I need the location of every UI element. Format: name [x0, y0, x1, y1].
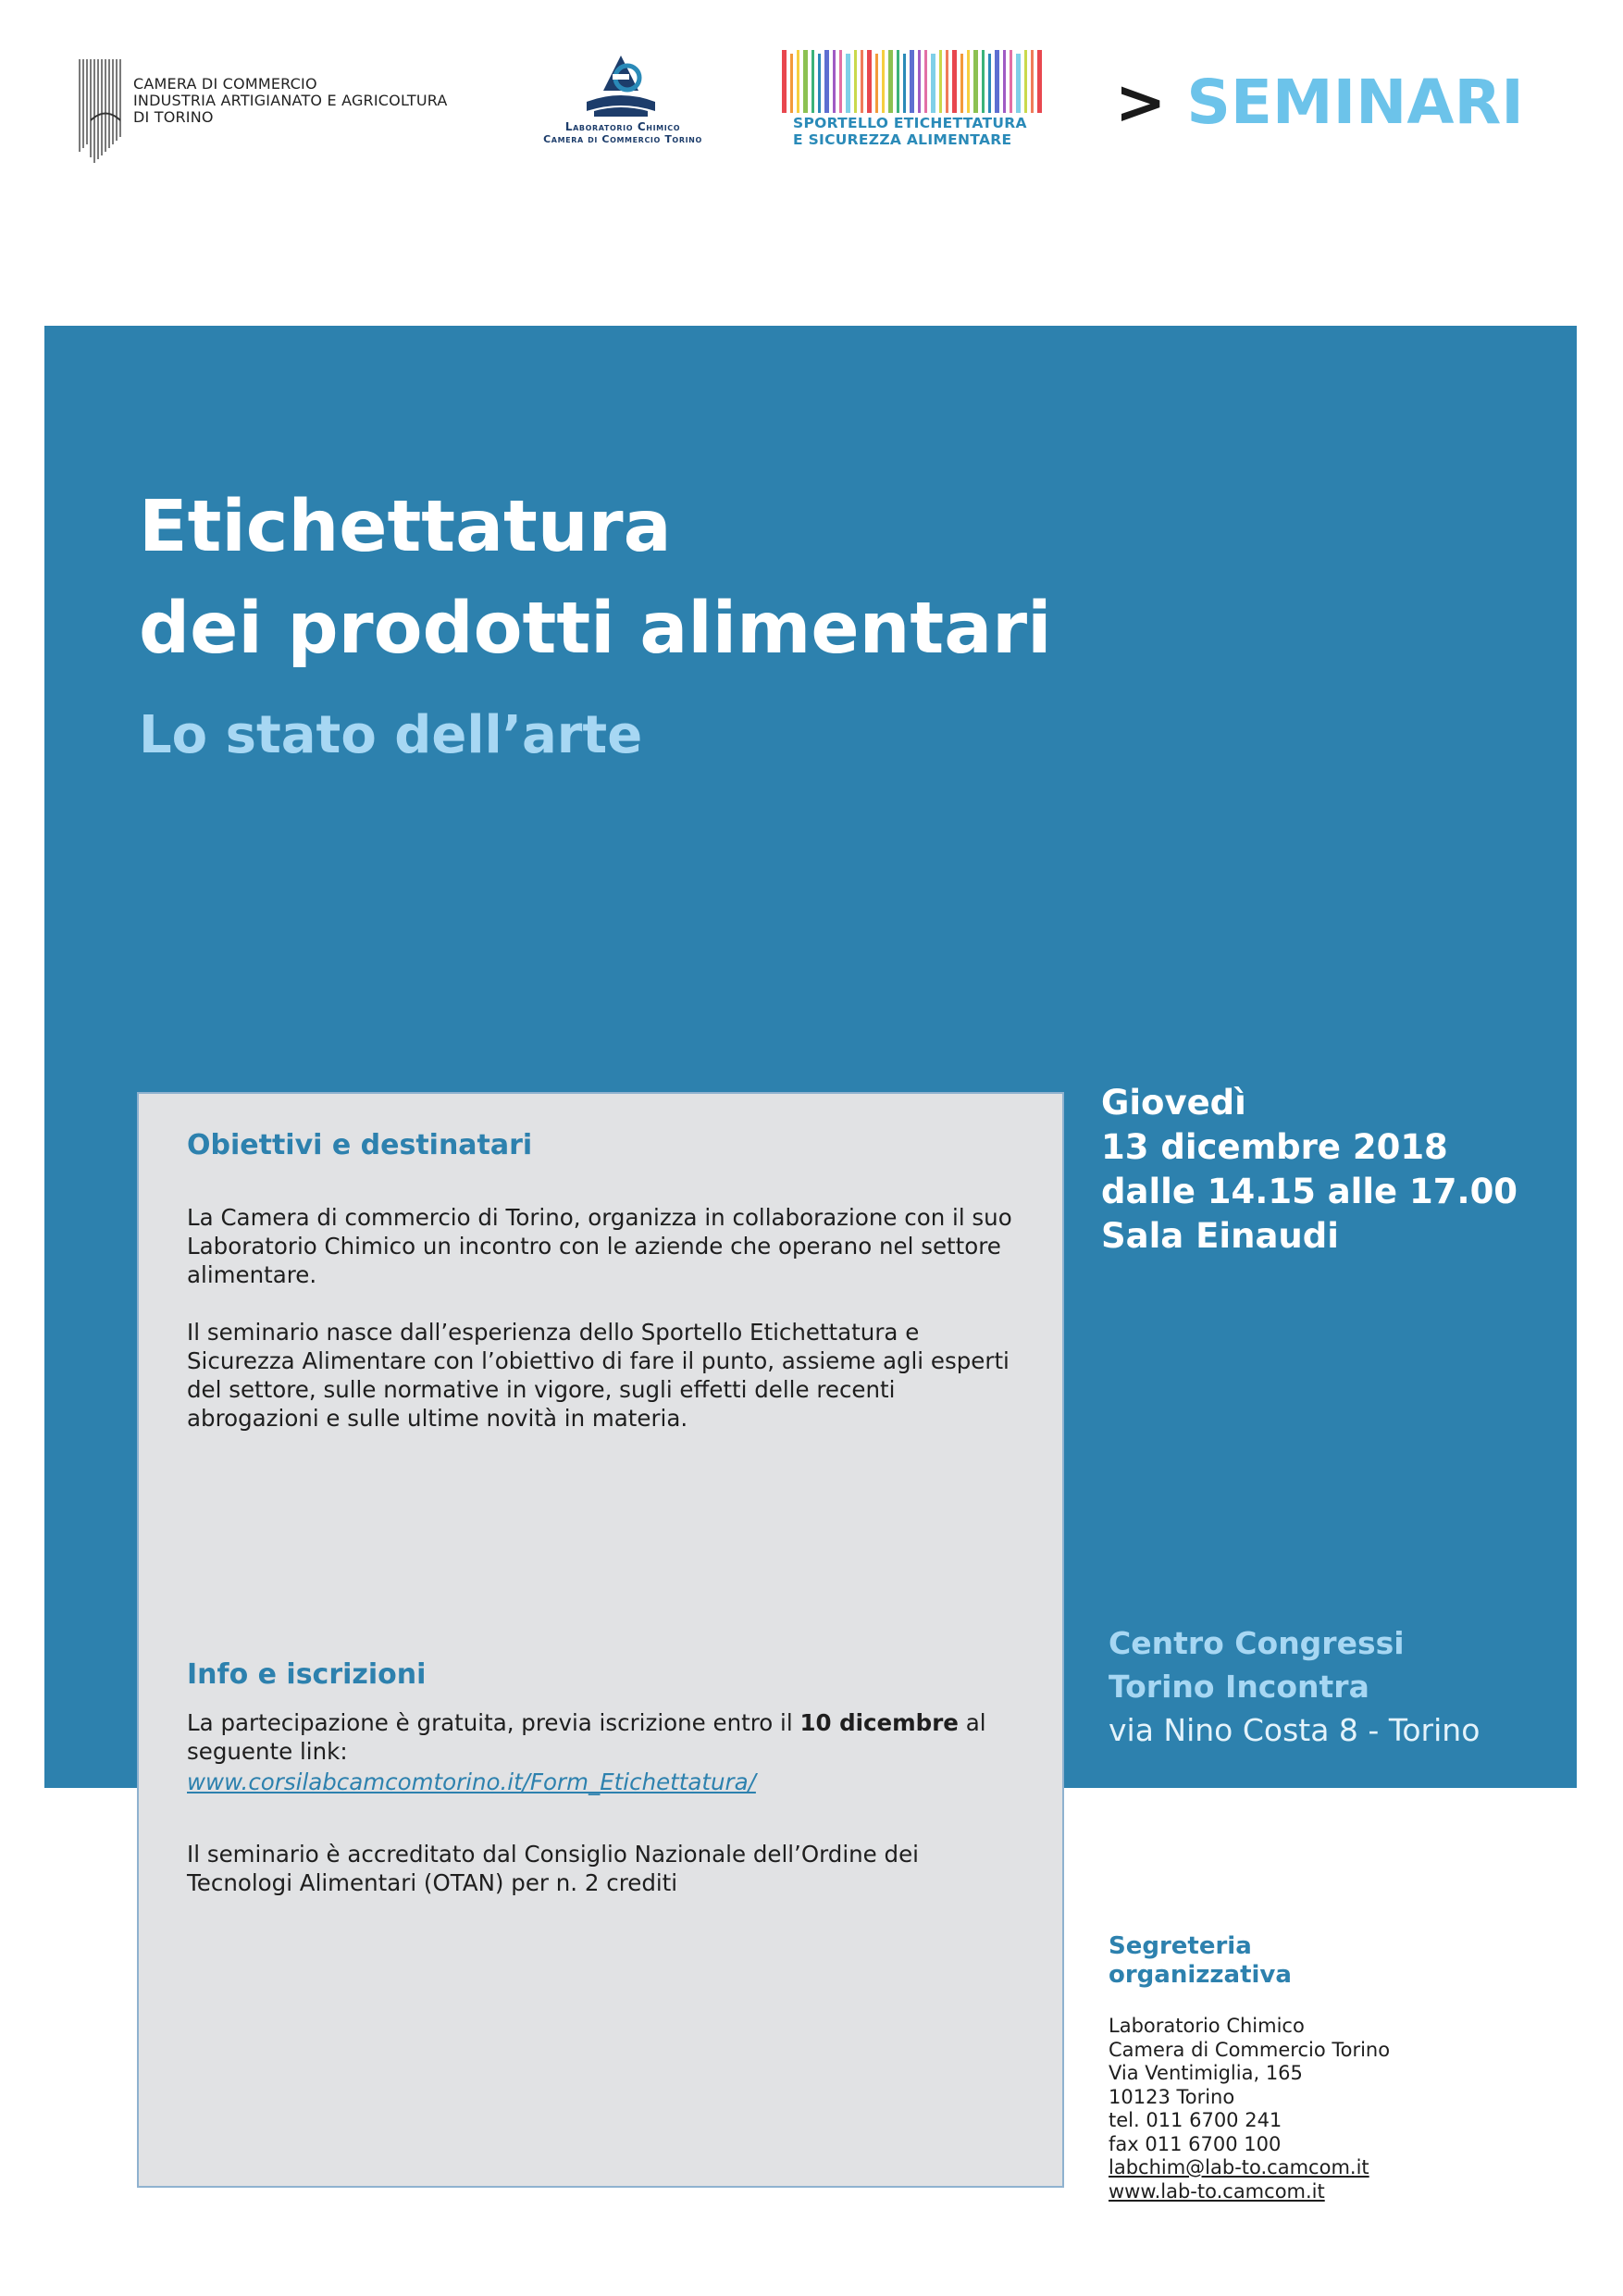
event-venue — [1109, 1621, 1480, 1752]
seminari-arrow: > — [1115, 67, 1167, 138]
segreteria-heading — [1109, 1932, 1292, 1990]
event-time: dalle 14.15 alle 17.00 — [1101, 1172, 1518, 1211]
event-title-line-1: Etichettatura — [139, 486, 672, 568]
seminari-heading — [1115, 67, 1524, 138]
event-title-line-2: dei prodotti alimentari — [139, 588, 1052, 670]
section-heading-info: Info e iscrizioni — [187, 1658, 427, 1691]
lab-logo-line-1: Laboratorio Chimico — [564, 120, 681, 133]
segreteria-heading-line-1: Segreteria — [1109, 1932, 1252, 1960]
contact-email-link[interactable]: labchim@lab-to.camcom.it — [1109, 2156, 1369, 2178]
camera-logo-line-3: DI TORINO — [133, 108, 214, 126]
event-title — [139, 477, 1052, 680]
contact-phone: tel. 011 6700 241 — [1109, 2109, 1282, 2131]
venue-name-1: Centro Congressi — [1109, 1625, 1405, 1661]
venue-address: via Nino Costa 8 - Torino — [1109, 1712, 1481, 1748]
info-box — [137, 1092, 1064, 2188]
venue-name-2: Torino Incontra — [1109, 1669, 1369, 1705]
iscrizione-text-2: al seguente link: — [187, 1709, 986, 1765]
camera-commercio-logo — [78, 56, 466, 167]
registration-link[interactable]: www.corsilabcamcomtorino.it/Form_Etichettatura/ — [187, 1769, 756, 1795]
paragraph-seminario: Il seminario nasce dall’esperienza dello Sportello Etichettatura e Sicurezza Alimentare con l’obiettivo di fare il punto, assieme agli esperti del settore, sulle normative in vigore, sugli effetti delle recenti abrogazioni e sulle ultime novità in materia. — [187, 1319, 1010, 1432]
camera-commercio-emblem-icon — [78, 56, 126, 167]
paragraph-accreditamento: Il seminario è accreditato dal Consiglio Nazionale dell’Ordine dei Tecnologi Alimentari (OTAN) per n. 2 crediti — [187, 1841, 919, 1896]
seminari-label: SEMINARI — [1186, 67, 1524, 138]
sportello-logo-line-2: E SICUREZZA ALIMENTARE — [793, 131, 1012, 148]
camera-logo-line-1: CAMERA DI COMMERCIO — [133, 75, 317, 93]
laboratorio-chimico-logo — [507, 54, 738, 155]
section-heading-obiettivi: Obiettivi e destinatari — [187, 1129, 533, 1161]
paragraph-iscrizione — [187, 1708, 1020, 1766]
event-weekday: Giovedì — [1101, 1083, 1246, 1123]
barcode-stripes-icon — [780, 50, 1048, 113]
contact-line: Camera di Commercio Torino — [1109, 2038, 1391, 2061]
sportello-etichettatura-logo — [780, 50, 1048, 154]
segreteria-contacts — [1109, 2015, 1390, 2203]
lab-logo-line-2: Camera di Commercio Torino — [543, 133, 702, 145]
iscrizione-deadline: 10 dicembre — [799, 1709, 959, 1736]
sportello-logo-line-1: SPORTELLO ETICHETTATURA — [793, 115, 1027, 131]
event-date: 13 dicembre 2018 — [1101, 1127, 1448, 1167]
contact-line: 10123 Torino — [1109, 2085, 1235, 2108]
event-room: Sala Einaudi — [1101, 1216, 1339, 1256]
camera-logo-line-2: INDUSTRIA ARTIGIANATO E AGRICOLTURA — [133, 92, 448, 109]
contact-line: Laboratorio Chimico — [1109, 2015, 1305, 2037]
iscrizione-text-1: La partecipazione è gratuita, previa iscrizione entro il — [187, 1709, 800, 1736]
contact-website-link[interactable]: www.lab-to.camcom.it — [1109, 2179, 1325, 2203]
event-subtitle: Lo stato dell’arte — [139, 705, 643, 765]
contact-line: Via Ventimiglia, 165 — [1109, 2062, 1303, 2084]
contact-fax: fax 011 6700 100 — [1109, 2132, 1282, 2155]
event-date-time — [1101, 1081, 1518, 1259]
paragraph-intro: La Camera di commercio di Torino, organizza in collaborazione con il suo Laboratorio Chimico un incontro con le aziende che operano nel settore alimentare. — [187, 1204, 1012, 1288]
laboratorio-flask-icon — [581, 54, 661, 118]
segreteria-heading-line-2: organizzativa — [1109, 1961, 1292, 1989]
